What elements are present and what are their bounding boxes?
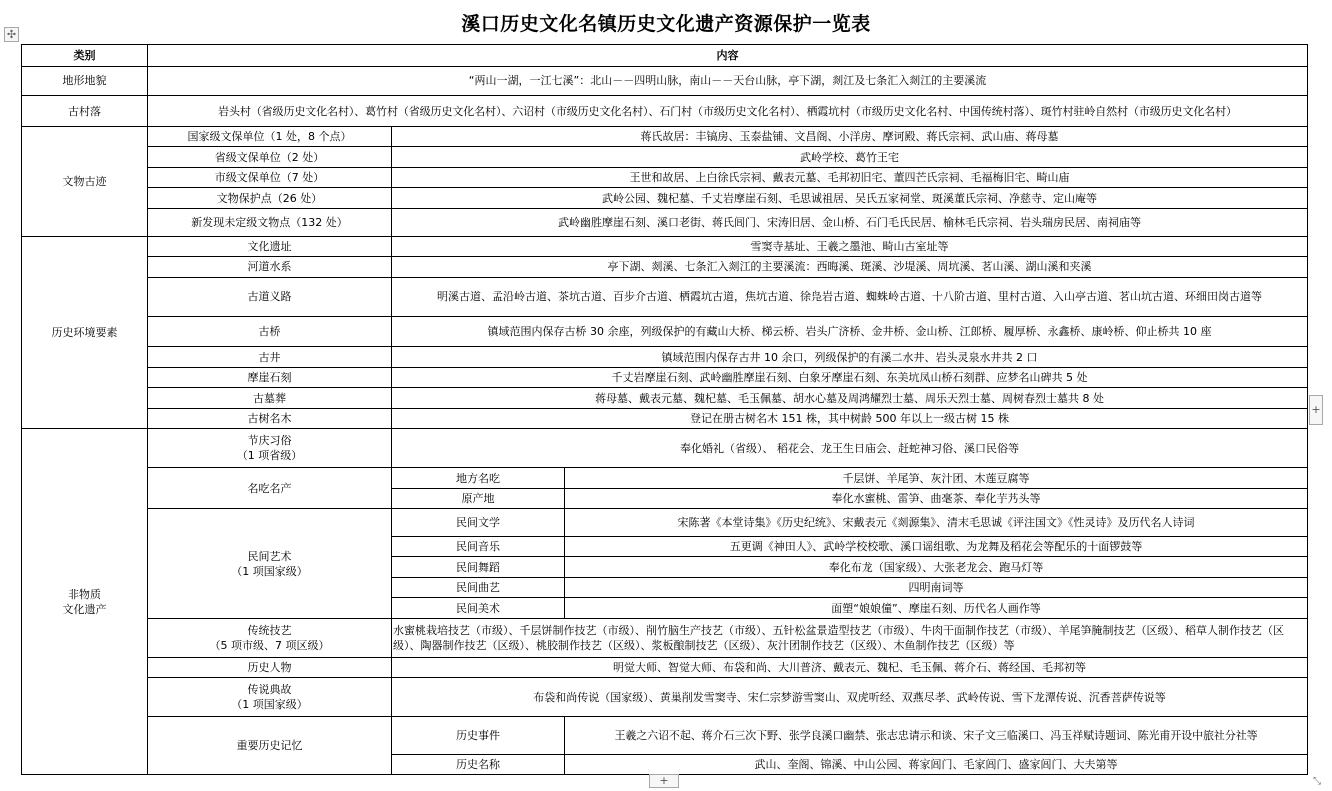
content-cell[interactable]: 武山、奎阁、锦溪、中山公园、蒋家闾门、毛家闾门、盛家闾门、大夫第等 bbox=[565, 755, 1308, 775]
content-cell[interactable]: 蒋母墓、戴表元墓、魏杞墓、毛玉佩墓、胡水心墓及周鸿耀烈士墓、周乐天烈士墓、周树春烈士墓共 8 处 bbox=[392, 388, 1308, 409]
table-row bbox=[22, 167, 1308, 188]
sub-category-cell[interactable]: 省级文保单位（2 处） bbox=[148, 147, 392, 168]
add-row-button[interactable]: + bbox=[649, 774, 679, 788]
table-row bbox=[22, 188, 1308, 209]
arts-label: 民间艺术 bbox=[247, 549, 292, 563]
table-row bbox=[22, 408, 1308, 429]
content-cell[interactable]: 武岭公园、魏杞墓、千丈岩摩崖石刻、毛思诚祖居、吴氏五家祠堂、斑溪董氏宗祠、净慈寺、定山庵等 bbox=[392, 188, 1308, 209]
content-cell[interactable]: 登记在册古树名木 151 株，其中树龄 500 年以上一级古树 15 株 bbox=[392, 408, 1308, 429]
heritage-table bbox=[21, 44, 1308, 775]
content-cell[interactable]: 千层饼、羊尾笋、灰汁团、木莲豆腐等 bbox=[565, 468, 1308, 489]
add-column-button[interactable]: + bbox=[1309, 395, 1323, 425]
crafts-label: 传统技艺 bbox=[247, 623, 292, 637]
sub-sub-category-cell[interactable]: 民间曲艺 bbox=[392, 577, 565, 598]
sub-sub-category-cell[interactable]: 民间美术 bbox=[392, 598, 565, 619]
content-cell[interactable]: 奉化布龙（国家级）、大张老龙会、跑马灯等 bbox=[565, 557, 1308, 578]
sub-sub-category-cell[interactable]: 原产地 bbox=[392, 488, 565, 509]
table-move-handle-icon[interactable]: ✣ bbox=[4, 27, 19, 42]
sub-category-cell[interactable]: 古井 bbox=[148, 347, 392, 368]
sub-category-crafts[interactable] bbox=[148, 618, 392, 657]
content-cell[interactable]: 宋陈著《本堂诗集》《历史纪统》、宋戴表元《剡源集》、清末毛思诚《评注国文》《性灵诗》及历代名人诗词 bbox=[565, 509, 1308, 537]
category-terrain[interactable]: 地形地貌 bbox=[22, 66, 148, 96]
sub-category-arts[interactable] bbox=[148, 509, 392, 619]
table-row bbox=[22, 367, 1308, 388]
sub-sub-category-cell[interactable]: 地方名吃 bbox=[392, 468, 565, 489]
sub-category-cell[interactable]: 文物保护点（26 处） bbox=[148, 188, 392, 209]
document-title: 溪口历史文化名镇历史文化遗产资源保护一览表 bbox=[461, 13, 871, 35]
sub-category-memory[interactable]: 重要历史记忆 bbox=[148, 717, 392, 775]
table-row bbox=[22, 257, 1308, 278]
sub-sub-category-cell[interactable]: 民间舞蹈 bbox=[392, 557, 565, 578]
sub-sub-category-cell[interactable]: 历史事件 bbox=[392, 717, 565, 755]
sub-sub-category-cell[interactable]: 历史名称 bbox=[392, 755, 565, 775]
sub-category-legends[interactable] bbox=[148, 678, 392, 717]
content-cell[interactable]: 亭下湖、剡溪、七条汇入剡江的主要溪流：西晦溪、斑溪、沙堤溪、周坑溪、茗山溪、湖山溪和夹溪 bbox=[392, 257, 1308, 278]
sub-sub-category-cell[interactable]: 民间音乐 bbox=[392, 536, 565, 557]
content-cell[interactable]: 王羲之六诏不起、蒋介石三次下野、张学良溪口幽禁、张志忠请示和谈、宋子文三临溪口、冯玉祥赋诗题词、陈光甫开设中旅社分社等 bbox=[565, 717, 1308, 755]
content-cell[interactable]: 奉化婚礼（省级）、 稻花会、龙王生日庙会、赶蛇神习俗、溪口民俗等 bbox=[392, 429, 1308, 468]
category-intangible-line2: 文化遗产 bbox=[62, 602, 107, 616]
sub-category-figures[interactable]: 历史人物 bbox=[148, 657, 392, 678]
festival-label: 节庆习俗 bbox=[247, 434, 292, 448]
category-intangible[interactable] bbox=[22, 429, 148, 775]
table-row bbox=[22, 618, 1308, 657]
table-header-row bbox=[22, 45, 1308, 67]
festival-count: （1 项省级） bbox=[236, 449, 303, 463]
content-cell[interactable]: 雪窦寺基址、王羲之墨池、畸山古室址等 bbox=[392, 236, 1308, 257]
arts-count: （1 项国家级） bbox=[231, 564, 308, 578]
content-cell[interactable]: 面塑“娘娘僮”、摩崖石刻、历代名人画作等 bbox=[565, 598, 1308, 619]
table-row bbox=[22, 316, 1308, 347]
table-row bbox=[22, 277, 1308, 316]
table-row bbox=[22, 388, 1308, 409]
sub-category-cell[interactable]: 古墓葬 bbox=[148, 388, 392, 409]
table-row bbox=[22, 66, 1308, 96]
content-cell[interactable]: 明觉大师、智觉大师、布袋和尚、大川普济、戴表元、魏杞、毛玉佩、蒋介石、蒋经国、毛邦初等 bbox=[392, 657, 1308, 678]
content-cell[interactable]: 布袋和尚传说（国家级）、黄巢削发雪窦寺、宋仁宗梦游雪窦山、双虎听经、双燕尽孝、武岭传说、雪下龙潭传说、沉香菩萨传说等 bbox=[392, 678, 1308, 717]
content-cell[interactable]: 水蜜桃栽培技艺（市级）、千层饼制作技艺（市级）、削竹脑生产技艺（市级）、五针松盆景造型技艺（市级）、牛肉干面制作技艺（市级）、羊尾笋腌制技艺（区级）、稻草人制作技艺（区级）、陶器制作技艺（区级）、桃胶制作技艺（区级）、浆板酿制技艺（区级）、灰汁团制作技艺（区级）、木鱼制作技艺（区级）等 bbox=[392, 618, 1308, 657]
content-cell[interactable]: 镇域范围内保存古井 10 余口，列级保护的有溪二水井、岩头灵泉水井共 2 口 bbox=[392, 347, 1308, 368]
table-row bbox=[22, 347, 1308, 368]
sub-category-cell[interactable]: 河道水系 bbox=[148, 257, 392, 278]
sub-sub-category-cell[interactable]: 民间文学 bbox=[392, 509, 565, 537]
category-environment[interactable]: 历史环境要素 bbox=[22, 236, 148, 429]
resize-handle-icon[interactable]: ⤡ bbox=[1313, 776, 1321, 787]
table-row bbox=[22, 717, 1308, 755]
table-row bbox=[22, 236, 1308, 257]
content-cell[interactable]: 镇域范围内保存古桥 30 余座，列级保护的有藏山大桥、梯云桥、岩头广济桥、金井桥、金山桥、江郎桥、履厚桥、永鑫桥、康岭桥、仰止桥共 10 座 bbox=[392, 316, 1308, 347]
table-row bbox=[22, 509, 1308, 537]
header-category[interactable]: 类别 bbox=[22, 45, 148, 67]
table-row bbox=[22, 147, 1308, 168]
category-intangible-line1: 非物质 bbox=[68, 587, 101, 601]
table-row bbox=[22, 657, 1308, 678]
legends-label: 传说典故 bbox=[247, 683, 292, 697]
sub-category-cell[interactable]: 市级文保单位（7 处） bbox=[148, 167, 392, 188]
table-row bbox=[22, 208, 1308, 236]
legends-count: （1 项国家级） bbox=[231, 698, 308, 712]
villages-content[interactable]: 岩头村（省级历史文化名村）、葛竹村（省级历史文化名村）、六诏村（市级历史文化名村）、石门村（市级历史文化名村）、栖霞坑村（市级历史文化名村、中国传统村落）、斑竹村驻岭自然村（市级历史文化名村） bbox=[148, 96, 1308, 127]
content-cell[interactable]: 五更调《神田人》、武岭学校校歌、溪口谣组歌、为龙舞及稻花会等配乐的十面锣鼓等 bbox=[565, 536, 1308, 557]
category-villages[interactable]: 古村落 bbox=[22, 96, 148, 127]
sub-category-cell[interactable]: 古桥 bbox=[148, 316, 392, 347]
content-cell[interactable]: 四明南词等 bbox=[565, 577, 1308, 598]
table-row bbox=[22, 468, 1308, 489]
table-row bbox=[22, 126, 1308, 147]
sub-category-food[interactable]: 名吃名产 bbox=[148, 468, 392, 509]
crafts-count: （5 项市级、7 项区级） bbox=[209, 638, 330, 652]
terrain-content[interactable]: “两山一湖，一江七溪”：北山－－四明山脉，南山－－天台山脉，亭下湖，剡江及七条汇入剡江的主要溪流 bbox=[148, 66, 1308, 96]
sub-category-festival[interactable] bbox=[148, 429, 392, 468]
sub-category-cell[interactable]: 古道义路 bbox=[148, 277, 392, 316]
content-cell[interactable]: 奉化水蜜桃、雷笋、曲毫茶、奉化芋艿头等 bbox=[565, 488, 1308, 509]
table-row bbox=[22, 678, 1308, 717]
content-cell[interactable]: 武岭学校、葛竹王宅 bbox=[392, 147, 1308, 168]
table-row bbox=[22, 96, 1308, 127]
header-content[interactable]: 内容 bbox=[148, 45, 1308, 67]
content-cell[interactable]: 武岭幽胜摩崖石刻、溪口老街、蒋氏闾门、宋涛旧居、金山桥、石门毛氏民居、榆林毛氏宗祠、岩头瑞房民居、南祠庙等 bbox=[392, 208, 1308, 236]
category-relics[interactable]: 文物古迹 bbox=[22, 126, 148, 236]
content-cell[interactable]: 蒋氏故居：丰镐房、玉泰盐铺、文昌阁、小洋房、摩诃殿、蒋氏宗祠、武山庙、蒋母墓 bbox=[392, 126, 1308, 147]
sub-category-cell[interactable]: 文化遗址 bbox=[148, 236, 392, 257]
table-row bbox=[22, 429, 1308, 468]
content-cell[interactable]: 明溪古道、孟沿岭古道、茶坑古道、百步介古道、栖霞坑古道，焦坑古道、徐凫岩古道、蜘蛛岭古道、十八阶古道、里村古道、入山亭古道、茗山坑古道、环细田岗古道等 bbox=[392, 277, 1308, 316]
sub-category-cell[interactable]: 摩崖石刻 bbox=[148, 367, 392, 388]
content-cell[interactable]: 王世和故居、上白徐氏宗祠、戴表元墓、毛邦初旧宅、董四芒氏宗祠、毛福梅旧宅、畸山庙 bbox=[392, 167, 1308, 188]
sub-category-cell[interactable]: 古树名木 bbox=[148, 408, 392, 429]
content-cell[interactable]: 千丈岩摩崖石刻、武岭幽胜摩崖石刻、白象牙摩崖石刻、东美坑凤山桥石刻群、应梦名山碑共 5 处 bbox=[392, 367, 1308, 388]
sub-category-cell[interactable]: 新发现未定级文物点（132 处） bbox=[148, 208, 392, 236]
sub-category-cell[interactable]: 国家级文保单位（1 处，8 个点） bbox=[148, 126, 392, 147]
